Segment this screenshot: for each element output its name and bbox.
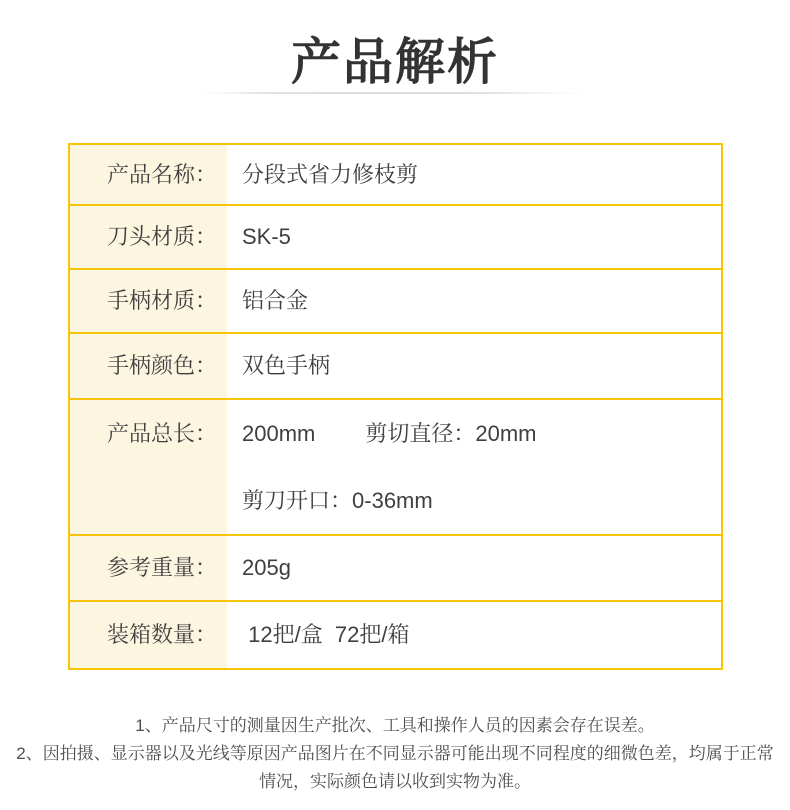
spec-value: 12把/盒 72把/箱	[242, 622, 410, 647]
spec-row-product-name	[70, 145, 721, 204]
spec-label-blade-opening: 剪刀开口：	[242, 487, 353, 513]
spec-label: 产品总长：	[107, 420, 218, 446]
spec-value-cell	[227, 334, 721, 398]
spec-value: 分段式省力修枝剪	[242, 161, 419, 187]
spec-value-cell	[227, 145, 721, 204]
spec-row-handle-color	[70, 332, 721, 398]
spec-row-packing-quantity	[70, 600, 721, 668]
spec-value: 铝合金	[242, 288, 309, 313]
spec-value-cell	[227, 400, 721, 467]
spec-row-weight	[70, 534, 721, 600]
spec-label-cell-empty	[70, 467, 227, 534]
page-title: 产品解析	[291, 34, 499, 90]
spec-value-cell	[227, 602, 721, 668]
spec-label-cell	[70, 536, 227, 600]
spec-row-blade-material	[70, 204, 721, 268]
spec-label: 装箱数量：	[107, 622, 218, 647]
spec-value-cut-diameter: 20mm	[475, 420, 537, 446]
spec-label: 参考重量：	[107, 555, 218, 580]
spec-value: SK-5	[242, 224, 291, 249]
title-divider	[190, 92, 595, 94]
spec-label: 刀头材质：	[107, 224, 218, 249]
spec-value: 205g	[242, 555, 291, 580]
spec-label-cell	[70, 270, 227, 332]
spec-row-handle-material	[70, 268, 721, 332]
spec-label-cell	[70, 145, 227, 204]
spec-label: 产品名称：	[107, 161, 218, 187]
spec-label-cell	[70, 334, 227, 398]
spec-value-cell	[227, 206, 721, 268]
spec-label: 手柄材质：	[107, 288, 218, 313]
spec-label-cell	[70, 206, 227, 268]
spec-value-cell	[227, 536, 721, 600]
spec-value: 双色手柄	[242, 353, 331, 378]
spec-table	[68, 143, 723, 670]
dimensions-line-1	[70, 400, 721, 467]
spec-value-blade-opening: 0-36mm	[352, 487, 433, 513]
dimensions-line-2	[70, 467, 721, 534]
spec-label-cell	[70, 400, 227, 467]
footnote-line-2: 2、因拍摄、显示器以及光线等原因产品图片在不同显示器可能出现不同程度的细微色差，均属于正常	[16, 744, 774, 763]
spec-label-cell	[70, 602, 227, 668]
footnotes	[0, 712, 790, 796]
spec-value-cell	[227, 467, 721, 534]
spec-row-dimensions	[70, 398, 721, 534]
footnote-line-3: 情况，实际颜色请以收到实物为准。	[259, 772, 531, 791]
spec-label-cut-diameter: 剪切直径：	[365, 420, 476, 446]
spec-label: 手柄颜色：	[107, 353, 218, 378]
spec-value-cell	[227, 270, 721, 332]
spec-value-total-length: 200mm	[242, 420, 316, 446]
footnote-line-1: 1、产品尺寸的测量因生产批次、工具和操作人员的因素会存在误差。	[135, 716, 655, 735]
